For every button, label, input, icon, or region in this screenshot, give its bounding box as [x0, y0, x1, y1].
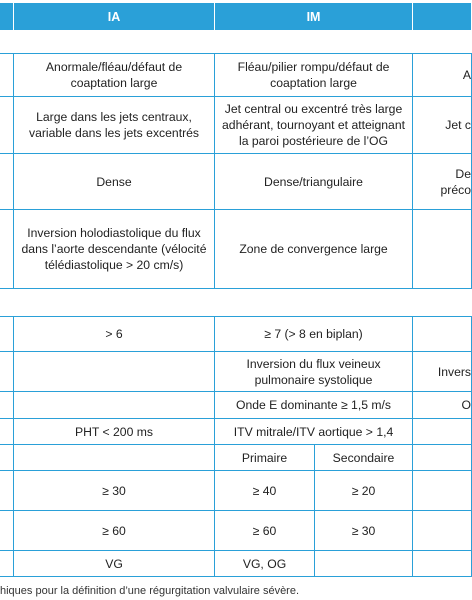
cell-im: Inversion du flux veineux pulmonaire systolique — [215, 352, 413, 392]
cell-ia — [14, 392, 215, 419]
header-cell-left — [0, 3, 14, 31]
criteria-table — [0, 2, 472, 577]
header-row — [0, 3, 472, 31]
cell-im-secondary: Secondaire — [315, 445, 413, 471]
cell-im: ≥ 7 (> 8 en biplan) — [215, 317, 413, 352]
cell-ia: Anormale/fléau/défaut de coaptation large — [14, 54, 215, 97]
cell-im-primary: ≥ 40 — [215, 471, 315, 511]
cell-right: De préco — [413, 154, 472, 210]
cell-im: Dense/triangulaire — [215, 154, 413, 210]
cell-im: Onde E dominante ≥ 1,5 m/s — [215, 392, 413, 419]
cell-ia: Dense — [14, 154, 215, 210]
table-footnote: hiques pour la définition d’une régurgitation valvulaire sévère. — [0, 585, 300, 597]
cell-im: Fléau/pilier rompu/défaut de coaptation large — [215, 54, 413, 97]
cell-ia — [14, 352, 215, 392]
table-row — [0, 511, 472, 551]
table-row — [0, 154, 472, 210]
table-row — [0, 445, 472, 471]
cell-right: A — [413, 54, 472, 97]
table-row — [0, 392, 472, 419]
cell-im-secondary: ≥ 30 — [315, 511, 413, 551]
table-row — [0, 419, 472, 445]
cell-ia: Large dans les jets centraux, variable dans les jets excentrés — [14, 97, 215, 154]
table-row — [0, 551, 472, 577]
section-row — [0, 31, 472, 54]
cell-ia — [14, 445, 215, 471]
cell-ia: VG — [14, 551, 215, 577]
cell-im: Jet central ou excentré très large adhérant, tournoyant et atteignant la paroi postérieure de l’OG — [215, 97, 413, 154]
header-im: IM — [215, 3, 413, 31]
cell-im-secondary: ≥ 20 — [315, 471, 413, 511]
cell-ia: ≥ 30 — [14, 471, 215, 511]
cell-im-primary: Primaire — [215, 445, 315, 471]
cell-ia: > 6 — [14, 317, 215, 352]
table-row — [0, 54, 472, 97]
cell-ia: Inversion holodiastolique du flux dans l’aorte descendante (vélocité télédiastolique > 20 cm/s) — [14, 210, 215, 289]
header-cell-right — [413, 3, 472, 31]
cell-ia: PHT < 200 ms — [14, 419, 215, 445]
table-row — [0, 471, 472, 511]
cell-im: ITV mitrale/ITV aortique > 1,4 — [215, 419, 413, 445]
cell-im-primary: ≥ 60 — [215, 511, 315, 551]
cell-im-primary: VG, OG — [215, 551, 315, 577]
cell-right: Jet c — [413, 97, 472, 154]
cell-right: O — [413, 392, 472, 419]
header-ia: IA — [14, 3, 215, 31]
table-row — [0, 317, 472, 352]
table-row — [0, 352, 472, 392]
cell-right: Invers — [413, 352, 472, 392]
section-row — [0, 289, 472, 317]
cell-ia: ≥ 60 — [14, 511, 215, 551]
table-row — [0, 210, 472, 289]
cell-im: Zone de convergence large — [215, 210, 413, 289]
cell-im-secondary — [315, 551, 413, 577]
table-row — [0, 97, 472, 154]
